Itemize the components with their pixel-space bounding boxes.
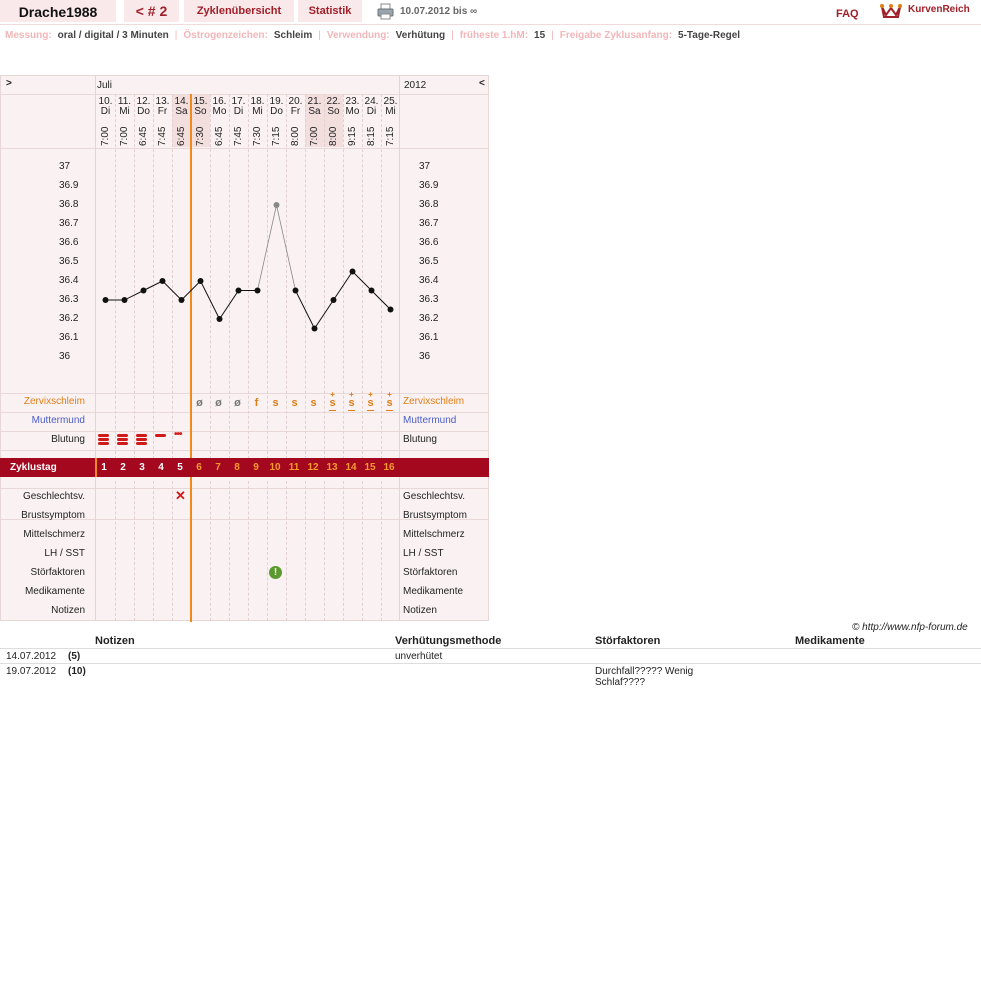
zyklustag-number: 13 bbox=[326, 462, 338, 473]
day-weekday: Di bbox=[100, 106, 111, 117]
zervix-symbol: ø bbox=[215, 397, 222, 409]
y-tick-right: 36.6 bbox=[419, 237, 439, 248]
username: Drache1988 bbox=[0, 0, 116, 22]
y-tick-left: 36.7 bbox=[59, 218, 79, 229]
brand-name[interactable]: KurvenReich bbox=[908, 4, 970, 15]
bleeding-heavy-icon bbox=[98, 438, 109, 441]
temperature-point[interactable] bbox=[236, 288, 242, 294]
zyklustag-number: 3 bbox=[139, 462, 145, 473]
row-label-stoer-right: Störfaktoren bbox=[403, 567, 458, 578]
curve-segment bbox=[296, 291, 315, 329]
y-tick-left: 36.9 bbox=[59, 180, 79, 191]
th-stoerfaktoren: Störfaktoren bbox=[595, 635, 661, 647]
row-label-brust: Brustsymptom bbox=[21, 510, 85, 521]
y-tick-left: 36.6 bbox=[59, 237, 79, 248]
measure-time: 7:45 bbox=[157, 126, 168, 146]
label-messung: Messung: bbox=[5, 30, 52, 41]
zervix-plus: + bbox=[368, 390, 373, 399]
day-weekday: Mo bbox=[345, 106, 360, 117]
day-weekday: Mi bbox=[119, 106, 130, 117]
measure-time: 6:45 bbox=[138, 126, 149, 146]
zyklustag-number: 14 bbox=[345, 462, 357, 473]
zervix-underline bbox=[367, 410, 374, 411]
curve-segment bbox=[220, 291, 239, 320]
bleeding-heavy-icon bbox=[136, 434, 147, 437]
row-label-lh: LH / SST bbox=[44, 548, 85, 559]
measure-time: 6:45 bbox=[176, 126, 187, 146]
y-tick-right: 36.2 bbox=[419, 313, 439, 324]
day-date: 18. bbox=[250, 96, 265, 107]
day-date: 21. bbox=[307, 96, 322, 107]
y-tick-left: 37 bbox=[59, 161, 71, 172]
measure-time: 8:00 bbox=[328, 126, 339, 146]
label-oestrogen: Östrogenzeichen: bbox=[183, 30, 268, 41]
measure-time: 7:45 bbox=[233, 126, 244, 146]
day-date: 15. bbox=[193, 96, 208, 107]
zyklustag-number: 1 bbox=[101, 462, 107, 473]
temperature-point[interactable] bbox=[350, 269, 356, 275]
row-label-gv: Geschlechtsv. bbox=[22, 491, 85, 502]
day-date: 23. bbox=[345, 96, 360, 107]
bleeding-heavy-icon bbox=[136, 442, 147, 445]
y-tick-right: 36.5 bbox=[419, 256, 439, 267]
row-label-muttermund-right: Muttermund bbox=[403, 415, 457, 426]
zervix-plus: + bbox=[349, 390, 354, 399]
y-tick-right: 36.8 bbox=[419, 199, 439, 210]
zyklustag-number: 2 bbox=[120, 462, 126, 473]
y-tick-right: 36.3 bbox=[419, 294, 439, 305]
day-date: 17. bbox=[231, 96, 246, 107]
value-earliest-hm: 15 bbox=[534, 30, 546, 41]
zyklustag-number: 7 bbox=[215, 462, 221, 473]
row-label-medi: Medikamente bbox=[24, 586, 85, 597]
temperature-point[interactable] bbox=[331, 297, 337, 303]
day-date: 13. bbox=[155, 96, 170, 107]
row-label-mittel-right: Mittelschmerz bbox=[403, 529, 465, 540]
table-row-date: 14.07.2012 bbox=[6, 651, 57, 662]
temperature-point[interactable] bbox=[312, 326, 318, 332]
faq-link[interactable]: FAQ bbox=[836, 8, 859, 20]
zyklustag-number: 4 bbox=[158, 462, 164, 473]
zervix-underline bbox=[386, 410, 393, 411]
y-tick-left: 36.4 bbox=[59, 275, 79, 286]
intercourse-cross-icon[interactable]: ✕ bbox=[175, 488, 186, 503]
zervix-symbol: s bbox=[310, 397, 317, 409]
label-freigabe: Freigabe Zyklusanfang: bbox=[559, 30, 673, 41]
temperature-point[interactable] bbox=[103, 297, 109, 303]
measure-time: 9:15 bbox=[347, 126, 358, 146]
day-date: 22. bbox=[326, 96, 341, 107]
next-cycle-button[interactable]: < bbox=[479, 78, 485, 89]
y-tick-right: 36.7 bbox=[419, 218, 439, 229]
curve-segment bbox=[125, 291, 144, 301]
curve-segment bbox=[277, 205, 296, 291]
temperature-point[interactable] bbox=[122, 297, 128, 303]
date-range: 10.07.2012 bis ∞ bbox=[400, 6, 478, 17]
day-weekday: Do bbox=[137, 106, 150, 117]
bleeding-heavy-icon bbox=[98, 434, 109, 437]
measure-time: 8:00 bbox=[290, 126, 301, 146]
year-label: 2012 bbox=[404, 80, 427, 91]
table-row-day: (5) bbox=[68, 651, 81, 662]
zervix-plus: + bbox=[387, 390, 392, 399]
table-row-day: (10) bbox=[68, 666, 86, 677]
zyklustag-number: 12 bbox=[307, 462, 319, 473]
curve-segment bbox=[201, 281, 220, 319]
crown-logo-icon bbox=[880, 2, 902, 19]
curve-segment bbox=[372, 291, 391, 310]
day-date: 11. bbox=[117, 96, 132, 107]
zervix-symbol: s bbox=[348, 397, 355, 409]
curve-segment bbox=[334, 272, 353, 301]
curve-segment bbox=[315, 300, 334, 329]
curve-segment bbox=[258, 205, 277, 291]
zyklustag-number: 8 bbox=[234, 462, 240, 473]
value-oestrogen: Schleim bbox=[273, 30, 313, 41]
curve-segment bbox=[144, 281, 163, 291]
day-date: 24. bbox=[364, 96, 379, 107]
zyklustag-bar bbox=[0, 458, 489, 477]
measure-time: 6:45 bbox=[214, 126, 225, 146]
printer-icon[interactable] bbox=[377, 3, 394, 20]
measure-time: 7:00 bbox=[100, 126, 111, 146]
cycle-button[interactable]: < # 2 bbox=[124, 0, 179, 22]
day-weekday: So bbox=[194, 106, 207, 117]
th-medikamente: Medikamente bbox=[795, 635, 865, 647]
table-row-date: 19.07.2012 bbox=[6, 666, 57, 677]
measure-time: 7:00 bbox=[119, 126, 130, 146]
temperature-point[interactable] bbox=[255, 288, 261, 294]
y-tick-left: 36.8 bbox=[59, 199, 79, 210]
day-date: 10. bbox=[98, 96, 113, 107]
zyklustag-number: 5 bbox=[177, 462, 183, 473]
excluded-temperature-point[interactable] bbox=[274, 202, 280, 208]
zervix-symbol: s bbox=[386, 397, 393, 409]
row-label-gv-right: Geschlechtsv. bbox=[403, 491, 466, 502]
day-weekday: Sa bbox=[308, 106, 321, 117]
zyklustag-number: 6 bbox=[196, 462, 202, 473]
row-label-lh-right: LH / SST bbox=[403, 548, 444, 559]
value-messung: oral / digital / 3 Minuten bbox=[57, 30, 169, 41]
measure-time: 8:15 bbox=[366, 126, 377, 146]
y-tick-left: 36.1 bbox=[59, 332, 79, 343]
bleeding-heavy-icon bbox=[117, 438, 128, 441]
day-date: 16. bbox=[212, 96, 227, 107]
zyklustag-cover-marker bbox=[95, 458, 97, 477]
zyklustag-number: 11 bbox=[288, 462, 300, 473]
day-weekday: Di bbox=[233, 106, 244, 117]
y-tick-left: 36.3 bbox=[59, 294, 79, 305]
zervix-symbol: s bbox=[329, 397, 336, 409]
day-weekday: Mi bbox=[252, 106, 263, 117]
y-tick-left: 36.2 bbox=[59, 313, 79, 324]
temperature-point[interactable] bbox=[141, 288, 147, 294]
y-tick-right: 36.9 bbox=[419, 180, 439, 191]
day-weekday: Sa bbox=[175, 106, 188, 117]
y-tick-right: 36 bbox=[419, 351, 431, 362]
day-date: 19. bbox=[269, 96, 284, 107]
row-label-zervix: Zervixschleim bbox=[23, 396, 85, 407]
bleeding-heavy-icon bbox=[117, 442, 128, 445]
temperature-point[interactable] bbox=[217, 316, 223, 322]
measure-time: 7:15 bbox=[271, 126, 282, 146]
row-label-zervix-right: Zervixschleim bbox=[403, 396, 465, 407]
bleeding-heavy-icon bbox=[136, 438, 147, 441]
zervix-underline bbox=[329, 410, 336, 411]
day-date: 25. bbox=[383, 96, 398, 107]
temperature-point[interactable] bbox=[198, 278, 204, 284]
zervix-plus: + bbox=[330, 390, 335, 399]
day-date: 20. bbox=[288, 96, 303, 107]
value-verwendung: Verhütung bbox=[395, 30, 446, 41]
bleeding-heavy-icon bbox=[98, 442, 109, 445]
table-row-verhuetung: unverhütet bbox=[395, 651, 443, 662]
day-weekday: Fr bbox=[290, 106, 301, 117]
bleeding-light-icon bbox=[155, 434, 166, 437]
day-weekday: Di bbox=[366, 106, 377, 117]
zervix-symbol: s bbox=[291, 397, 298, 409]
curve-segment bbox=[163, 281, 182, 300]
day-date: 14. bbox=[174, 96, 189, 107]
zyklustag-number: 15 bbox=[364, 462, 376, 473]
curve-segment bbox=[353, 272, 372, 291]
value-freigabe: 5-Tage-Regel bbox=[678, 30, 741, 41]
y-tick-left: 36.5 bbox=[59, 256, 79, 267]
zervix-symbol: ø bbox=[234, 397, 241, 409]
spotting-icon: ••• bbox=[174, 429, 182, 440]
measure-time: 7:30 bbox=[195, 126, 206, 146]
prev-cycle-button[interactable]: > bbox=[6, 78, 12, 89]
temperature-point[interactable] bbox=[388, 307, 394, 313]
measure-time: 7:30 bbox=[252, 126, 263, 146]
day-weekday: Fr bbox=[157, 106, 168, 117]
day-date: 12. bbox=[136, 96, 151, 107]
temperature-point[interactable] bbox=[160, 278, 166, 284]
temperature-point[interactable] bbox=[179, 297, 185, 303]
copyright: © http://www.nfp-forum.de bbox=[852, 622, 968, 633]
label-earliest-hm: früheste 1.hM: bbox=[459, 30, 529, 41]
day-weekday: Do bbox=[270, 106, 283, 117]
zervix-symbol: s bbox=[367, 397, 374, 409]
label-verwendung: Verwendung: bbox=[326, 30, 390, 41]
settings-info: Messung: oral / digital / 3 Minuten | Östrogenzeichen: Schleim | Verwendung: Verhütung | früheste 1.hM: 15 | Freigabe Zyklusanfang: 5-Tage-Regel bbox=[5, 30, 741, 41]
disturbance-icon[interactable]: ! bbox=[269, 566, 282, 579]
measure-time: 7:15 bbox=[385, 126, 396, 146]
statistics-tab[interactable]: Statistik bbox=[298, 0, 362, 22]
temperature-curve bbox=[1, 76, 490, 622]
zyklustag-number: 9 bbox=[253, 462, 259, 473]
row-label-notiz-right: Notizen bbox=[403, 605, 437, 616]
zyklustag-label: Zyklustag bbox=[10, 462, 57, 473]
zervix-symbol: s bbox=[272, 397, 279, 409]
row-label-stoer: Störfaktoren bbox=[30, 567, 85, 578]
th-verhuetung: Verhütungsmethode bbox=[395, 635, 502, 647]
row-label-notiz: Notizen bbox=[51, 605, 85, 616]
row-label-blutung: Blutung bbox=[51, 434, 85, 445]
month-label: Juli bbox=[97, 80, 113, 91]
y-tick-right: 36.1 bbox=[419, 332, 439, 343]
zervix-underline bbox=[348, 410, 355, 411]
bleeding-heavy-icon bbox=[117, 434, 128, 437]
measure-time: 7:00 bbox=[309, 126, 320, 146]
row-label-medi-right: Medikamente bbox=[403, 586, 464, 597]
zyklustag-number: 16 bbox=[383, 462, 395, 473]
th-notizen: Notizen bbox=[95, 635, 135, 647]
top-bar bbox=[0, 0, 981, 25]
row-label-brust-right: Brustsymptom bbox=[403, 510, 467, 521]
zyklustag-number: 10 bbox=[269, 462, 281, 473]
row-label-blutung-right: Blutung bbox=[403, 434, 437, 445]
temperature-point[interactable] bbox=[293, 288, 299, 294]
y-tick-left: 36 bbox=[59, 351, 71, 362]
day-weekday: Mi bbox=[385, 106, 396, 117]
row-label-muttermund: Muttermund bbox=[31, 415, 85, 426]
temperature-point[interactable] bbox=[369, 288, 375, 294]
y-tick-right: 37 bbox=[419, 161, 431, 172]
y-tick-right: 36.4 bbox=[419, 275, 439, 286]
zervix-symbol: ø bbox=[196, 397, 203, 409]
table-row-stoerfaktoren: Durchfall????? Wenig Schlaf???? bbox=[595, 666, 694, 688]
row-label-mittel: Mittelschmerz bbox=[23, 529, 85, 540]
cycle-overview-tab[interactable]: Zyklenübersicht bbox=[184, 0, 294, 22]
day-weekday: So bbox=[327, 106, 340, 117]
zervix-symbol: f bbox=[254, 397, 259, 409]
day-weekday: Mo bbox=[212, 106, 227, 117]
